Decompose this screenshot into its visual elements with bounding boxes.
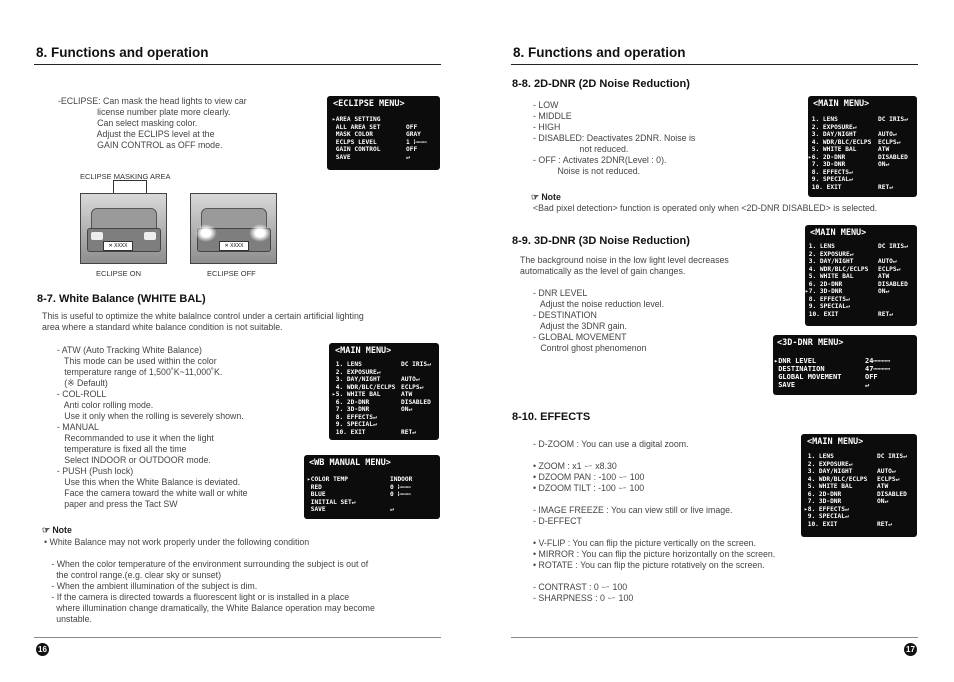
menu-labels: ▸AREA SETTING ALL AREA SET MASK COLOR ECLPS LEVEL GAIN CONTROL SAVE	[332, 116, 381, 161]
footer-rule-right	[511, 637, 918, 638]
eclipse-menu-screen	[327, 96, 440, 170]
menu-labels: 1. LENS 2. EXPOSURE↵ 3. DAY/NIGHT 4. WDR/BLC/ECLPS 5. WHITE BAL 6. 2D-DNR ▸7. 3D-DNR 8. EFFECTS↵ 9. SPECIAL↵ 10. EXIT	[805, 243, 869, 318]
eclipse-off-caption: ECLIPSE OFF	[207, 269, 256, 278]
page-title-left: 8. Functions and operation	[36, 45, 209, 60]
wb-intro: This is useful to optimize the white balalnce control under a certain artificial lighting area where a standard white balance condition is not suitable.	[42, 311, 364, 332]
menu-values: INDOOR 0 ⁞⋯⋯⋯ 0 ⁞⋯⋯⋯ ↵	[390, 476, 413, 513]
menu-values: DC IRIS↵ AUTO↵ ECLPS↵ ATW DISABLED ON↵ RET↵	[877, 453, 907, 528]
menu-title: <MAIN MENU>	[807, 437, 864, 447]
page-number-left: 16	[36, 643, 49, 656]
main-menu-screen	[808, 96, 917, 197]
masking-area-label: ECLIPSE MASKING AREA	[80, 172, 171, 181]
menu-title: <MAIN MENU>	[813, 99, 870, 109]
footer-rule-left	[34, 637, 441, 638]
note-label: ☞ Note	[531, 192, 561, 202]
dnr3-menu-screen	[773, 335, 917, 395]
menu-values: DC IRIS↵ AUTO↵ ECLPS↵ ATW DISABLED ON↵ RET↵	[401, 361, 431, 436]
note-label: ☞ Note	[42, 525, 72, 535]
menu-labels: ▸DNR LEVEL DESTINATION GLOBAL MOVEMENT SAVE	[774, 357, 842, 389]
main-menu-screen	[801, 434, 917, 537]
note-text: <Bad pixel detection> function is operated only when <2D-DNR DISABLED> is selected.	[533, 203, 878, 213]
license-plate: ✕ XXXX	[219, 241, 249, 251]
header-rule-right	[511, 64, 918, 65]
wb-options: - ATW (Auto Tracking White Balance) This mode can be used within the color temperature range of 1,500˚K~11,000˚K. (※ Default) - COL-ROLL Anti color rolling mode. Use it only when the rolling is severely shown. - MANUAL Recommanded to use it when the light temperature is fixed all the time Select INDOOR or OUTDOOR mode. - PUSH (Push lock) Use this when the White Balance is deviated. Face the camera toward the white wall or white paper and press the Tact SW	[56, 345, 248, 509]
menu-labels: 1. LENS 2. EXPOSURE↵ 3. DAY/NIGHT 4. WDR/BLC/ECLPS 5. WHITE BAL ▸6. 2D-DNR 7. 3D-DNR 8. EFFECTS↵ 9. SPECIAL↵ 10. EXIT	[808, 116, 872, 191]
menu-labels: 1. LENS 2. EXPOSURE↵ 3. DAY/NIGHT 4. WDR/BLC/ECLPS ▸5. WHITE BAL 6. 2D-DNR 7. 3D-DNR 8. EFFECTS↵ 9. SPECIAL↵ 10. EXIT	[332, 361, 396, 436]
menu-labels: ▸COLOR TEMP RED BLUE INITIAL SET↵ SAVE	[307, 476, 356, 513]
page-number-right: 17	[904, 643, 917, 656]
menu-title: <WB MANUAL MENU>	[309, 458, 391, 468]
menu-values: DC IRIS↵ AUTO↵ ECLPS↵ ATW DISABLED ON↵ RET↵	[878, 243, 908, 318]
wb-heading: 8-7. White Balance (WHITE BAL)	[37, 293, 206, 305]
menu-title: <ECLIPSE MENU>	[333, 99, 405, 109]
note-text: • White Balance may not work properly under the following condition - When the color temperature of the environment surrounding the subject is out of the control range.(e.g. clear sky or sunset) - When the ambient illumination of the subject is dim. - If the camera is directed towards a fluorescent light or is installed in a place where illumination change dramatically, the White Balance operation may become unstable.	[44, 537, 375, 624]
menu-values: OFF GRAY 1 ⁞⋯⋯⋯ OFF ↵	[406, 123, 427, 161]
header-rule-left	[34, 64, 441, 65]
main-menu-screen	[805, 225, 917, 326]
dnr2-options: - LOW - MIDDLE - HIGH - DISABLED: Deactivates 2DNR. Noise is not reduced. - OFF : Activates 2DNR(Level : 0). Noise is not reduced.	[533, 100, 696, 176]
dnr2-heading: 8-8. 2D-DNR (2D Noise Reduction)	[512, 78, 690, 90]
effects-options: - D-ZOOM : You can use a digital zoom. • ZOOM : x1 ー x8.30 • DZOOM PAN : -100 ー 100 • DZOOM TILT : -100 ー 100 - IMAGE FREEZE : You can view still or live image. - D-EFFECT • V-FLIP : You can flip the picture vertically on the screen. • MIRROR : You can flip the picture horizontally on the screen. • ROTATE : You can flip the picture rotatively on the screen. - CONTRAST : 0 ー 100 - SHARPNESS : 0 ー 100	[533, 439, 776, 603]
main-menu-screen	[329, 343, 439, 440]
eclipse-off-image	[190, 193, 277, 264]
effects-heading: 8-10. EFFECTS	[512, 411, 591, 423]
menu-title: <MAIN MENU>	[810, 228, 867, 238]
menu-title: <MAIN MENU>	[335, 346, 392, 356]
eclipse-description: -ECLIPSE: Can mask the head lights to view car license number plate more clearly. Can select masking color. Adjust the ECLIPS level at the GAIN CONTROL as OFF mode.	[58, 96, 247, 150]
dnr3-heading: 8-9. 3D-DNR (3D Noise Reduction)	[512, 235, 690, 247]
eclipse-on-caption: ECLIPSE ON	[96, 269, 142, 278]
dnr3-intro: The background noise in the low light level decreases automatically as the level of gain changes.	[520, 255, 729, 276]
wb-manual-menu-screen	[304, 455, 440, 519]
dnr3-options: - DNR LEVEL Adjust the noise reduction level. - DESTINATION Adjust the 3DNR gain. - GLOBAL MOVEMENT Control ghost phenomenon	[533, 288, 665, 353]
eclipse-on-image	[80, 193, 167, 264]
page-title-right: 8. Functions and operation	[513, 45, 686, 60]
menu-values: 24⋯⋯⋯⋯ 47⋯⋯⋯⋯ OFF ↵	[865, 357, 891, 389]
menu-labels: 1. LENS 2. EXPOSURE↵ 3. DAY/NIGHT 4. WDR/BLC/ECLPS 5. WHITE BAL 6. 2D-DNR 7. 3D-DNR ▸8. EFFECTS↵ 9. SPECIAL↵ 10. EXIT	[804, 453, 868, 528]
menu-values: DC IRIS↵ AUTO↵ ECLPS↵ ATW DISABLED ON↵ RET↵	[878, 116, 908, 191]
license-plate: ✕ XXXX	[103, 241, 133, 251]
menu-title: <3D-DNR MENU>	[777, 338, 844, 348]
